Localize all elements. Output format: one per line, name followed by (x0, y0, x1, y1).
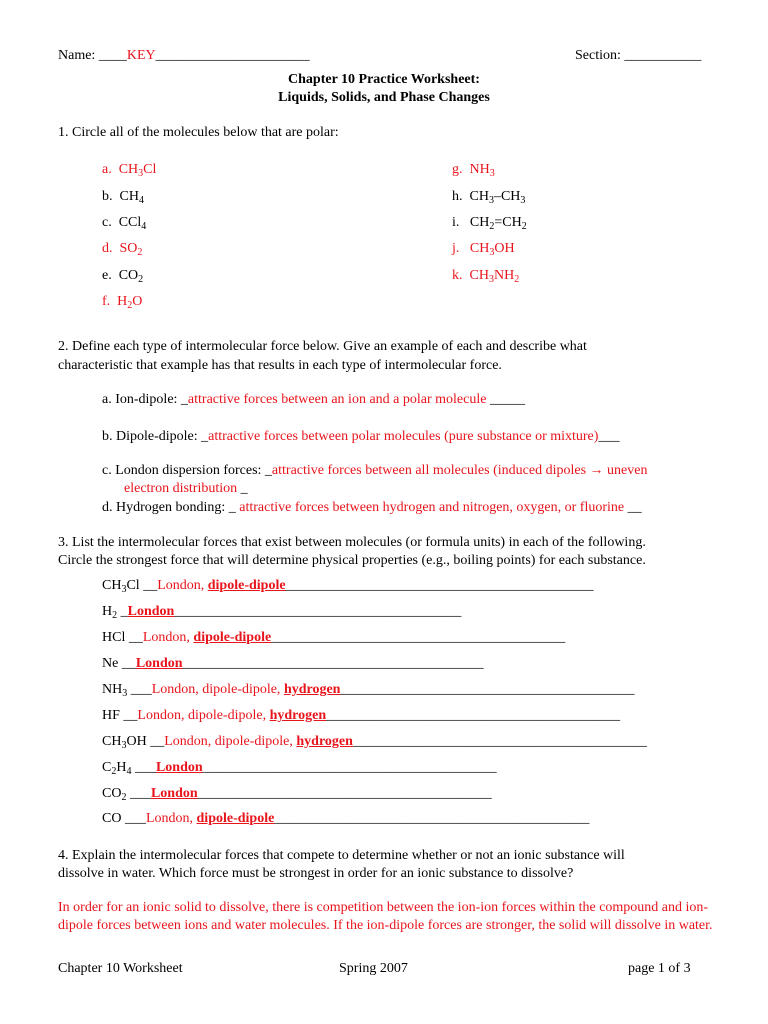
q1-item-e (102, 268, 143, 284)
q2-c-answer-line2: electron distribution (124, 481, 238, 496)
q2-c-label: c. London dispersion forces: _ (102, 463, 272, 478)
q3-substance: OH (126, 734, 147, 749)
q3-substance: C (102, 760, 112, 775)
q3-blank: __ (118, 656, 136, 671)
q3-blank: __________________________________________ (326, 708, 621, 723)
q1-item-a (102, 162, 156, 178)
q2-b-label: b. Dipole-dipole: _ (102, 429, 209, 444)
q3-prompt-line2: Circle the strongest force that will determine physical properties (e.g., boiling points) for each substance. (58, 553, 646, 568)
q3-strongest-force: London (135, 656, 183, 671)
name-value: KEY (126, 48, 156, 63)
formula-subscript: 2 (138, 274, 144, 285)
q2-b-answer: attractive forces between polar molecules (pure substance or mixture) (208, 429, 599, 444)
q3-forces: London, (145, 811, 197, 826)
formula-part: CH (469, 268, 489, 283)
q3-substance: HF (102, 708, 120, 723)
q2-item-d (102, 500, 642, 516)
q3-substance: CO (102, 811, 122, 826)
q3-blank: __________________________________________ (271, 630, 566, 645)
q3-forces: London, dipole-dipole, (164, 734, 297, 749)
q1-item-j (452, 241, 515, 257)
q3-prompt-line1: 3. List the intermolecular forces that exist between molecules (or formula units) in each of the following. (58, 535, 646, 550)
q3-strongest-force: dipole-dipole (207, 578, 286, 593)
formula-subscript: 3 (121, 740, 127, 751)
q1-letter: a. (102, 162, 112, 177)
footer-center: Spring 2007 (339, 961, 408, 976)
q1-letter: f. (102, 294, 111, 309)
formula-part: Cl (143, 162, 157, 177)
formula-part: NH (493, 268, 515, 283)
q2-item-c (102, 463, 647, 479)
formula-part: CH (119, 189, 139, 204)
q3-substance: H (102, 604, 113, 619)
section-field: Section: ___________ (575, 48, 702, 63)
q3-strongest-force: dipole-dipole (196, 811, 275, 826)
formula-subscript: 4 (141, 221, 147, 232)
q3-strongest-force: hydrogen (269, 708, 327, 723)
q3-row-h2 (102, 604, 461, 620)
q3-blank: __ (119, 708, 138, 723)
q3-blank: ___ (121, 811, 146, 826)
q2-item-c-line2 (124, 481, 248, 497)
q1-letter: g. (452, 162, 463, 177)
footer-left: Chapter 10 Worksheet (58, 961, 183, 976)
formula-part: O (132, 294, 143, 309)
formula-part: OH (494, 241, 515, 256)
formula-subscript: 3 (138, 168, 144, 179)
q3-strongest-force: hydrogen (283, 682, 341, 697)
q3-substance: CH (102, 578, 122, 593)
worksheet-title: Chapter 10 Practice Worksheet: (288, 72, 480, 87)
q3-forces: London, (157, 578, 208, 593)
arrow-right-icon: → (589, 463, 604, 478)
formula-subscript: 4 (126, 766, 132, 777)
q3-strongest-force: dipole-dipole (193, 630, 272, 645)
name-label: Name: (58, 48, 99, 63)
formula-part: =CH (494, 215, 522, 230)
q3-blank: ____________________________________________ (285, 578, 594, 593)
formula-subscript: 2 (127, 300, 133, 311)
q2-prompt-line2: characteristic that example has that results in each type of intermolecular force. (58, 358, 502, 373)
q1-prompt: 1. Circle all of the molecules below that are polar: (58, 125, 339, 140)
q2-d-answer: attractive forces between hydrogen and nitrogen, oxygen, or fluorine (235, 500, 625, 515)
name-field (58, 48, 310, 64)
q1-letter: k. (452, 268, 463, 283)
q1-item-i (452, 215, 527, 231)
formula-subscript: 2 (521, 221, 527, 232)
q3-strongest-force: London (155, 760, 203, 775)
q3-blank: ___ (131, 760, 156, 775)
q3-substance: HCl (102, 630, 126, 645)
q3-blank: __________________________________________ (197, 786, 492, 801)
q3-blank: __ (139, 578, 158, 593)
q3-blank: __________________________________________ (340, 682, 635, 697)
q1-item-h (452, 189, 525, 205)
formula-subscript: 2 (111, 766, 117, 777)
q3-blank: _____________________________________________ (274, 811, 590, 826)
formula-subscript: 2 (514, 274, 520, 285)
formula-subscript: 3 (121, 584, 127, 595)
q3-strongest-force: London (127, 604, 175, 619)
q2-d-tail: __ (624, 500, 642, 515)
name-line-pre: ____ (98, 48, 127, 63)
formula-part: SO (119, 241, 138, 256)
formula-subscript: 3 (520, 195, 526, 206)
q2-c-answer-cont: uneven (603, 463, 648, 478)
q3-blank: ___________________________________________ (182, 656, 484, 671)
q3-row-co (102, 811, 589, 827)
q2-a-label: a. Ion-dipole: _ (102, 392, 188, 407)
q3-row-c2h4 (102, 760, 497, 776)
q1-letter: d. (102, 241, 113, 256)
q1-item-d (102, 241, 142, 257)
q3-row-ne (102, 656, 484, 672)
q2-b-tail: ___ (598, 429, 620, 444)
formula-subscript: 2 (137, 247, 143, 258)
formula-subscript: 3 (489, 247, 495, 258)
q3-blank: _________________________________________ (174, 604, 462, 619)
formula-subscript: 4 (138, 195, 144, 206)
q1-letter: j. (452, 241, 460, 256)
q3-blank: _ (117, 604, 128, 619)
formula-subscript: 3 (122, 688, 128, 699)
q1-item-k (452, 268, 519, 284)
formula-subscript: 3 (489, 168, 495, 179)
formula-part: CH (469, 189, 489, 204)
q3-substance: Ne (102, 656, 119, 671)
formula-part: CH (118, 162, 139, 177)
q3-row-hcl (102, 630, 565, 646)
q2-c-tail: _ (237, 481, 248, 496)
formula-part: CH (469, 241, 490, 256)
formula-part: CCl (118, 215, 142, 230)
q3-substance: CO (102, 786, 122, 801)
q2-a-tail: _____ (486, 392, 525, 407)
q2-item-a (102, 392, 525, 408)
q1-item-g (452, 162, 495, 178)
q2-c-answer: attractive forces between all molecules (induced dipoles (271, 463, 590, 478)
q2-d-label: d. Hydrogen bonding: _ (102, 500, 236, 515)
formula-subscript: 3 (488, 274, 494, 285)
q3-strongest-force: hydrogen (296, 734, 353, 749)
q3-strongest-force: London (150, 786, 198, 801)
q1-letter: i. (452, 215, 460, 230)
q2-prompt-line1: 2. Define each type of intermolecular force below. Give an example of each and describe what (58, 339, 587, 354)
formula-part: H (117, 294, 128, 309)
q3-forces: London, (142, 630, 194, 645)
q3-blank: ___ (127, 682, 152, 697)
formula-subscript: 2 (112, 610, 118, 621)
q3-row-co2 (102, 786, 492, 802)
formula-part: –CH (493, 189, 521, 204)
q3-blank: __ (146, 734, 165, 749)
q3-forces: London, dipole-dipole, (151, 682, 284, 697)
formula-subscript: 2 (121, 792, 127, 803)
q2-item-b (102, 429, 619, 445)
formula-part: NH (469, 162, 490, 177)
worksheet-subtitle: Liquids, Solids, and Phase Changes (278, 90, 490, 105)
q3-row-hf (102, 708, 620, 724)
q3-substance: Cl (126, 578, 140, 593)
q3-substance: NH (102, 682, 123, 697)
q3-blank: __ (125, 630, 143, 645)
q4-answer: In order for an ionic solid to dissolve, there is competition between the ion-ion forces within the compound and ion-dipole forces between ions and water molecules. If the ion-dipole forces are stronger, the solid will dissolve in water. (58, 900, 713, 933)
formula-subscript: 3 (488, 195, 494, 206)
q4-prompt-line2: dissolve in water. Which force must be strongest in order for an ionic substance to dissolve? (58, 866, 574, 881)
q3-substance: CH (102, 734, 122, 749)
q3-blank: __________________________________________ (352, 734, 647, 749)
q4-prompt-line1: 4. Explain the intermolecular forces that compete to determine whether or not an ionic substance will (58, 848, 625, 863)
formula-part: CH (469, 215, 490, 230)
q1-item-c (102, 215, 146, 231)
q1-letter: h. (452, 189, 463, 204)
q3-substance: H (116, 760, 127, 775)
q3-row-nh3 (102, 682, 634, 698)
q3-row-ch3cl (102, 578, 594, 594)
q3-row-ch3oh (102, 734, 647, 750)
name-line-post: ______________________ (155, 48, 310, 63)
q1-item-b (102, 189, 144, 205)
q1-letter: c. (102, 215, 112, 230)
q1-item-f (102, 294, 142, 310)
q3-forces: London, dipole-dipole, (137, 708, 270, 723)
formula-subscript: 2 (489, 221, 495, 232)
q3-blank: ___ (126, 786, 151, 801)
q2-a-answer: attractive forces between an ion and a polar molecule (187, 392, 487, 407)
footer-right: page 1 of 3 (628, 961, 691, 976)
formula-part: CO (118, 268, 139, 283)
q3-blank: __________________________________________ (202, 760, 497, 775)
q1-letter: e. (102, 268, 112, 283)
q1-letter: b. (102, 189, 113, 204)
